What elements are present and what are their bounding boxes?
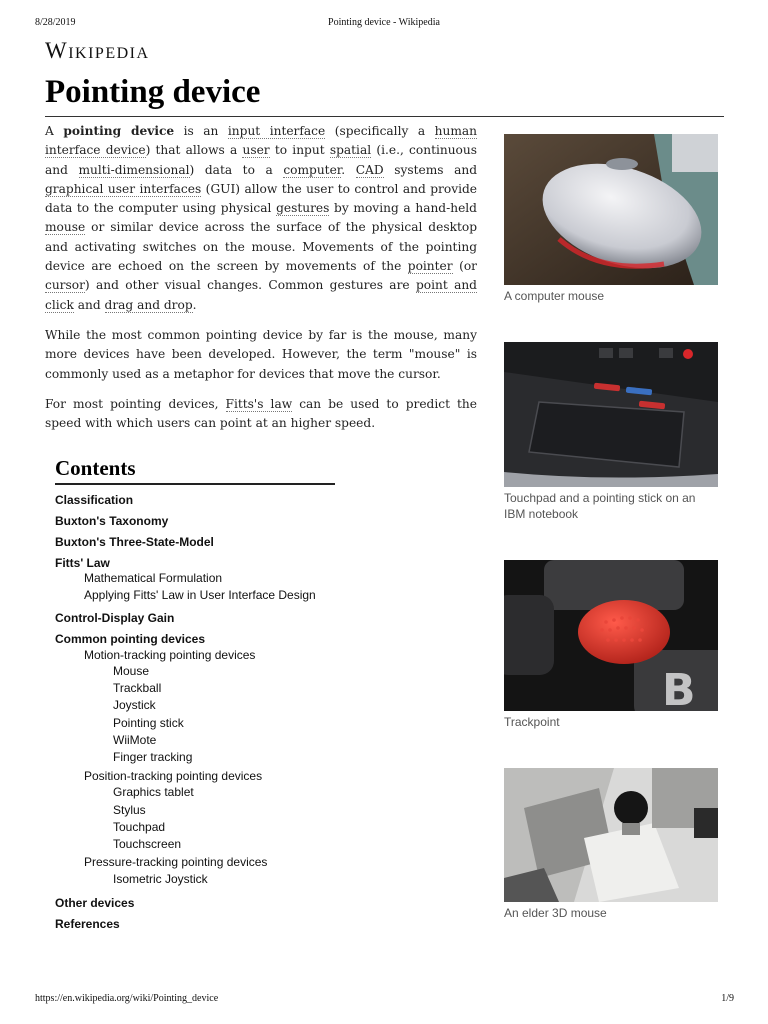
computer-mouse-photo[interactable] [504,134,718,285]
toc-item[interactable]: References [55,917,120,931]
toc-item[interactable]: Finger tracking [113,750,193,764]
text: A [45,124,64,138]
toc-item[interactable]: Graphics tablet [113,785,194,799]
text: to input [269,143,330,158]
figure-caption: An elder 3D mouse [504,906,607,920]
toc-item[interactable]: Pointing stick [113,716,184,730]
figure-3d-mouse [504,768,718,921]
figure-computer-mouse [504,134,718,304]
toc-item[interactable]: Fitts' Law [55,556,110,570]
toc-item[interactable]: Stylus [113,803,146,817]
link-point-and-click[interactable]: point and click [45,278,477,312]
figure-caption: A computer mouse [504,289,605,303]
figure-caption: Trackpoint [504,715,560,729]
article-body [45,122,477,444]
text: (i.e., continuous and [45,143,478,177]
toc-item[interactable]: Isometric Joystick [113,872,208,886]
link-gestures[interactable]: gestures [276,201,330,216]
text: by moving a hand-held [329,201,477,216]
print-date: 8/28/2019 [35,17,76,28]
text: . [341,162,356,177]
wikipedia-wordmark[interactable]: Wikipedia [45,38,150,63]
link-spatial[interactable]: spatial [329,143,372,158]
figure-touchpad [504,342,718,522]
print-url: https://en.wikipedia.org/wiki/Pointing_device [35,993,219,1004]
print-page-number: 1/9 [721,993,734,1004]
intro-paragraph [45,122,477,315]
text: systems and [383,162,478,177]
third-paragraph [45,395,477,434]
link-human-interface-device[interactable]: human interface device [45,124,477,158]
toc-item[interactable]: WiiMote [113,733,157,747]
text: (GUI) allow the user to control and provide data to the computer using physical [45,181,477,216]
link-cursor[interactable]: cursor [45,278,85,293]
touchpad-photo[interactable] [504,342,718,487]
contents-list [55,493,335,933]
link-gui[interactable]: graphical user interfaces [45,181,202,196]
text: (specifically a [325,124,435,138]
toc-item[interactable]: Buxton's Taxonomy [55,514,169,528]
text: or similar device across the surface of the physical desktop and activating switches on the mouse. Movements of the pointing device are echoed on the screen by movements of the [45,220,477,274]
toc-item[interactable]: Trackball [113,681,162,695]
toc-item[interactable]: Control-Display Gain [55,611,175,625]
text: . [192,297,197,312]
svg-text:B: B [662,665,696,711]
3d-mouse-photo[interactable] [504,768,718,902]
toc-item[interactable]: Motion-tracking pointing devices [84,648,256,662]
figure-caption: Touchpad and a pointing stick on an IBM notebook [504,491,696,521]
bold-term: pointing device [63,124,175,138]
trackpoint-photo[interactable] [504,560,718,711]
link-multi-dimensional[interactable]: multi-dimensional [78,162,190,177]
link-user[interactable]: user [242,143,270,158]
link-input-interface[interactable]: input interface [227,124,326,138]
text: is an [174,124,228,138]
link-fitts-law[interactable]: Fitts's law [225,396,293,411]
link-cad[interactable]: CAD [355,162,384,177]
print-page-title: Pointing device - Wikipedia [328,17,440,28]
text: For most pointing devices, [45,396,226,411]
toc-item[interactable]: Applying Fitts' Law in User Interface Design [84,588,316,602]
toc-item[interactable]: Position-tracking pointing devices [84,769,263,783]
text: can be used to predict the speed with which users can point at an higher speed. [45,396,477,431]
second-paragraph: While the most common pointing device by far is the mouse, many more devices have been developed. However, the term "mouse" is commonly used as a metaphor for devices that move the cursor. [45,327,477,381]
toc-item[interactable]: Buxton's Three-State-Model [55,535,214,549]
toc-item[interactable]: Classification [55,493,134,507]
text: ) data to a [189,162,284,177]
toc-item[interactable]: Touchscreen [113,837,182,851]
toc-item[interactable]: Pressure-tracking pointing devices [84,855,268,869]
text: (or [452,259,477,274]
text: ) that allows a [145,143,243,158]
link-computer[interactable]: computer [283,162,342,177]
text: and [73,297,105,312]
toc-item[interactable]: Other devices [55,896,135,910]
title-divider [45,116,724,117]
toc-item[interactable]: Mathematical Formulation [84,571,223,585]
text: ) and other visual changes. Common gestures are [84,278,416,293]
toc-item[interactable]: Mouse [113,664,150,678]
table-of-contents [55,456,335,933]
toc-item[interactable]: Joystick [113,698,156,712]
toc-item[interactable]: Touchpad [113,820,166,834]
page-title: Pointing device [45,74,261,110]
figure-trackpoint [504,560,718,730]
toc-item[interactable]: Common pointing devices [55,632,206,646]
link-drag-and-drop[interactable]: drag and drop [104,297,193,312]
link-pointer[interactable]: pointer [407,259,453,274]
link-mouse[interactable]: mouse [45,220,86,235]
contents-title: Contents [55,456,335,485]
